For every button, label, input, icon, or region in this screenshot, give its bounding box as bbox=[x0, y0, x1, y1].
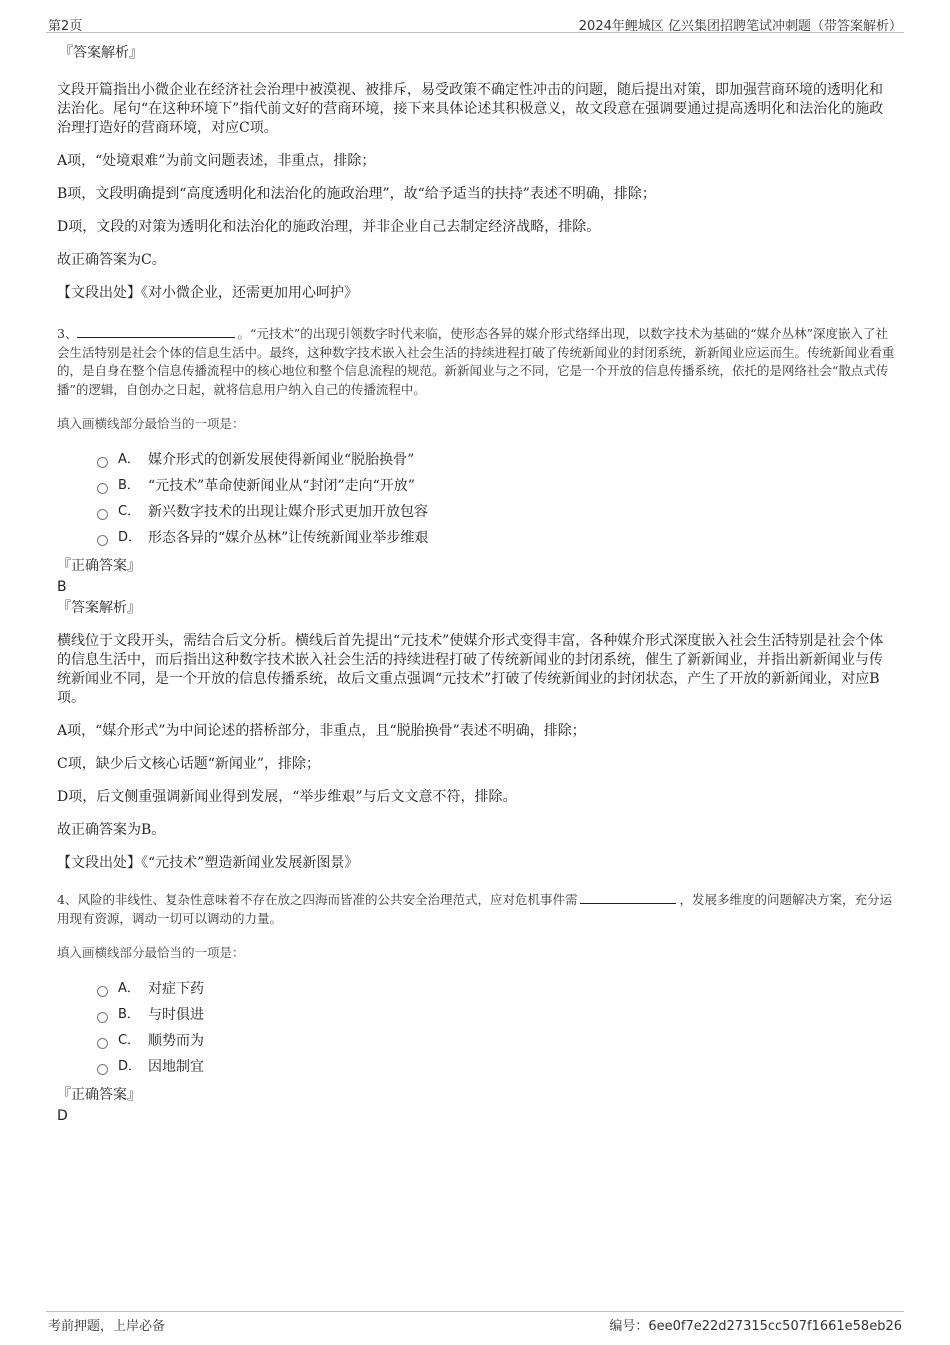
serial-number: 6ee0f7e22d27315cc507f1661e58eb26 bbox=[648, 1319, 902, 1334]
q4-blank bbox=[580, 891, 676, 904]
document-title: 2024年鲤城区 亿兴集团招聘笔试冲刺题（带答案解析） bbox=[578, 19, 902, 34]
q4-option-c[interactable]: C． 顺势而为 bbox=[97, 1028, 895, 1054]
radio-icon[interactable] bbox=[97, 986, 108, 997]
q3-option-d[interactable]: D． 形态各异的“媒介丛林”让传统新闻业举步维艰 bbox=[97, 525, 895, 551]
radio-icon[interactable] bbox=[97, 483, 108, 494]
q3-prompt: 填入画横线部分最恰当的一项是： bbox=[57, 416, 245, 431]
q3-source: 【文段出处】《“元技术”塑造新闻业发展新图景》 bbox=[57, 855, 359, 871]
q3-options bbox=[97, 447, 895, 551]
q2-conclusion: 故正确答案为C。 bbox=[57, 252, 166, 268]
q3-blank bbox=[77, 325, 235, 338]
q4-correct-label: 『正确答案』 bbox=[57, 1087, 141, 1103]
q3-text: 。“元技术”的出现引领数字时代来临，使形态各异的媒介形式络绎出现，以数字技术为基础的“媒介丛林”深度嵌入了社会生活特别是社会个体的信息生活中。最终，这种数字技术嵌入社会生活的持续进程打破了传统新闻业的封闭系统，新新闻业应运而生。传统新闻业看重的，是自身在整个信息传播流程中的核心地位和整个信息流程的规范。新新闻业与之不同，它是一个开放的信息传播系统，依托的是网络社会“散点式传播”的逻辑，自创办之日起，就将信息用户纳入自己的传播流程中。 bbox=[57, 326, 895, 397]
footer-slogan: 考前押题，上岸必备 bbox=[48, 1319, 166, 1334]
radio-icon[interactable] bbox=[97, 457, 108, 468]
q3-option-c-note: C项，缺少后文核心话题“新闻业”，排除； bbox=[57, 756, 321, 772]
q3-number: 3、 bbox=[57, 326, 78, 341]
page-number: 第2页 bbox=[48, 19, 83, 34]
page-content bbox=[57, 44, 895, 1126]
q4-correct-answer: D bbox=[57, 1108, 68, 1124]
q3-option-a-note: A项，“媒介形式”为中间论述的搭桥部分，非重点，且“脱胎换骨”表述不明确，排除； bbox=[57, 723, 586, 739]
q3-correct-answer: B bbox=[57, 579, 67, 595]
radio-icon[interactable] bbox=[97, 535, 108, 546]
q4-option-a[interactable]: A． 对症下药 bbox=[97, 976, 895, 1002]
question-3 bbox=[57, 325, 895, 873]
q3-stem bbox=[57, 325, 895, 399]
q4-stem bbox=[57, 891, 895, 928]
q3-analysis-text: 横线位于文段开头，需结合后文分析。横线后首先提出“元技术”使媒介形式变得丰富，各种媒介形式深度嵌入社会生活特别是社会个体的信息生活中，而后指出这种数字技术嵌入社会生活的持续进程打破了传统新闻业的封闭系统，催生了新新闻业，并指出新新闻业与传统新闻业不同，是一个开放的信息传播系统，故后文重点强调“元技术”打破了传统新闻业的封闭状态，产生了开放的新新闻业，对应B项。 bbox=[57, 633, 884, 706]
q4-option-d[interactable]: D． 因地制宜 bbox=[97, 1054, 895, 1080]
q3-option-a[interactable]: A． 媒介形式的创新发展使得新闻业“脱胎换骨” bbox=[97, 447, 895, 473]
q2-analysis-section bbox=[57, 44, 895, 303]
q2-analysis-label: 『答案解析』 bbox=[59, 45, 143, 61]
radio-icon[interactable] bbox=[97, 1064, 108, 1075]
q4-prompt: 填入画横线部分最恰当的一项是： bbox=[57, 945, 245, 960]
q3-conclusion: 故正确答案为B。 bbox=[57, 822, 166, 838]
radio-icon[interactable] bbox=[97, 1012, 108, 1023]
q2-option-a-note: A项，“处境艰难”为前文问题表述，非重点，排除； bbox=[57, 153, 376, 169]
q3-analysis-label: 『答案解析』 bbox=[57, 600, 141, 616]
q2-analysis-text: 文段开篇指出小微企业在经济社会治理中被漠视、被排斥，易受政策不确定性冲击的问题，随后提出对策，即加强营商环境的透明化和法治化。尾句“在这种环境下”指代前文好的营商环境，接下来具体论述其积极意义，故文段意在强调要通过提高透明化和法治化的施政治理打造好的营商环境，对应C项。 bbox=[57, 82, 884, 136]
q4-text-before: 风险的非线性、复杂性意味着不存在放之四海而皆准的公共安全治理范式，应对危机事件需 bbox=[77, 892, 578, 907]
q3-option-d-note: D项，后文侧重强调新闻业得到发展，“举步维艰”与后文文意不符，排除。 bbox=[57, 789, 517, 805]
q3-option-c[interactable]: C． 新兴数字技术的出现让媒介形式更加开放包容 bbox=[97, 499, 895, 525]
q4-options bbox=[97, 976, 895, 1080]
q4-text-after: ，发展多维度的问题解决方案，充分运用现有资源，调动一切可以调动的力量。 bbox=[57, 892, 892, 926]
radio-icon[interactable] bbox=[97, 509, 108, 520]
q4-option-b[interactable]: B． 与时俱进 bbox=[97, 1002, 895, 1028]
q2-option-d-note: D项，文段的对策为透明化和法治化的施政治理，并非企业自己去制定经济战略，排除。 bbox=[57, 219, 601, 235]
page-header bbox=[46, 12, 904, 33]
q3-option-b[interactable]: B． “元技术”革命使新闻业从“封闭”走向“开放” bbox=[97, 473, 895, 499]
page-footer bbox=[46, 1311, 904, 1336]
footer-serial bbox=[609, 1315, 902, 1334]
q3-correct-label: 『正确答案』 bbox=[57, 558, 141, 574]
question-4 bbox=[57, 891, 895, 1126]
serial-label: 编号： bbox=[609, 1319, 649, 1334]
q4-number: 4、 bbox=[57, 892, 78, 907]
q2-source: 【文段出处】《对小微企业，还需更加用心呵护》 bbox=[57, 285, 358, 301]
q2-option-b-note: B项，文段明确提到“高度透明化和法治化的施政治理”，故“给予适当的扶持”表述不明确，排除； bbox=[57, 186, 656, 202]
radio-icon[interactable] bbox=[97, 1038, 108, 1049]
